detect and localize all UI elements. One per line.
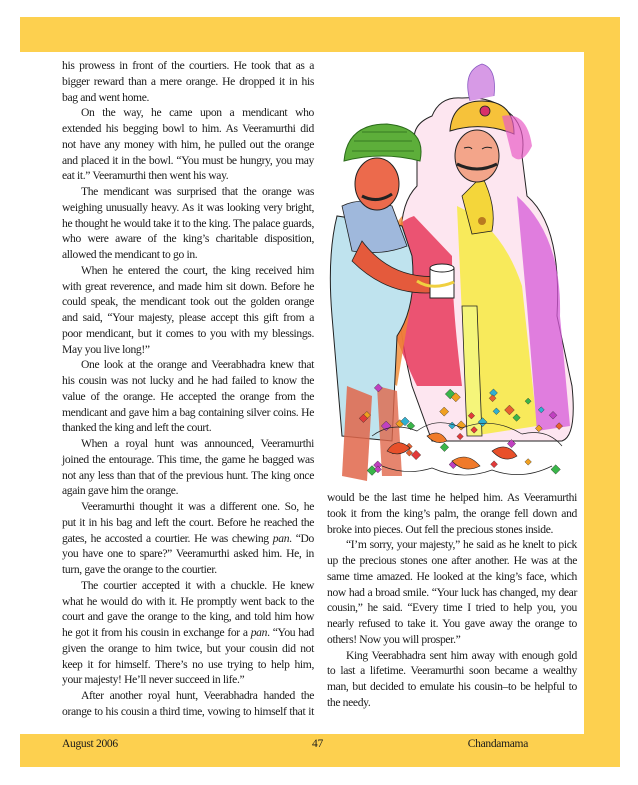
text-line: On the way, he came upon a mendicant who	[81, 106, 314, 120]
text-line: bag and went home.	[62, 90, 150, 104]
text-line: would be the last time he helped him. As Veeramurthi	[327, 491, 577, 504]
story-illustration	[322, 56, 580, 486]
text-line: broke into pieces. Out fell the precious stones inside.	[327, 522, 554, 536]
text-line: his cousin was not lucky and he had failed to know the	[62, 374, 314, 387]
side-band	[584, 52, 620, 734]
text-line: gates, he accosted a courtier. He was chewing pan. “Do	[62, 531, 314, 545]
gem	[525, 459, 532, 466]
text-line: the needy.	[327, 695, 371, 709]
text-line: who were aware of the king’s charitable disposition,	[62, 232, 314, 246]
text-line: Veeramurthi thought it was a different one. So, he	[81, 500, 314, 513]
article-column-right	[327, 490, 577, 711]
text-line: not have any money with him, he pulled out the orange	[62, 137, 314, 151]
publication-name: Chandamama	[467, 738, 528, 750]
text-line: his prowess in front of the courtiers. He took that as a	[62, 59, 314, 72]
gem	[491, 461, 498, 468]
text-line: to last a lifetime. Veeramurthi soon became a wealthy	[327, 664, 577, 678]
text-line: again gave him the orange.	[62, 484, 179, 498]
header-band	[20, 17, 620, 52]
article-column-left	[62, 58, 314, 720]
text-line: cousin,” he said. “Every time I tried to help you, you	[327, 601, 577, 615]
text-line: extended his begging bowl to him. As Veeramurthi did	[62, 122, 314, 135]
text-line: court and gave the orange to the king, and told him how	[62, 610, 314, 624]
text-line: put it in his bag and left the court. Before he reached the	[62, 515, 314, 529]
text-line: given the orange to him twice, but your cousin did not	[62, 641, 314, 655]
text-line: could speak, the mendicant took out the golden orange	[62, 295, 314, 309]
text-line: When he entered the court, the king received him	[81, 263, 314, 277]
text-line: he got it from his cousin in exchange for a pan. “You had	[62, 626, 314, 639]
text-line: mendicant and gave him a bag containing silver coins. He	[62, 405, 314, 419]
text-line: May you live long!”	[62, 342, 150, 356]
text-line: man, but decided to emulate his cousin–to be helpful to	[327, 680, 577, 693]
text-line: value of the orange. He accepted the orange from the	[62, 389, 314, 403]
text-line: now had a broad smile. “Your luck has changed, my dear	[327, 585, 577, 599]
gem	[411, 450, 420, 459]
text-line: When a royal hunt was announced, Veeramurthi	[81, 437, 314, 450]
text-line: your majesty! He’ll never succeed in life.”	[62, 673, 245, 687]
text-line: One look at the orange and Veerabhadra knew that	[81, 358, 314, 372]
text-line: and said, “Your majesty, please accept this gift from a	[62, 311, 314, 324]
text-line: up the precious stones one after another. He was at the	[327, 554, 577, 567]
text-line: turn, gave the orange to the courtier.	[62, 563, 217, 576]
text-line: same time amazed. He looked at the king’s face, which	[327, 569, 577, 583]
text-line: what he would do with it. He promptly went back to the	[62, 594, 314, 608]
text-line: not any less than that of the previous hunt. The king once	[62, 468, 314, 482]
text-line: orange to his cousin a third time, vowing to himself that it	[62, 704, 314, 718]
text-line: thanked the king and left the court.	[62, 421, 212, 435]
text-line: “I’m sorry, your majesty,” he said as he knelt to pick	[346, 538, 577, 552]
footer-date: August 2006	[62, 738, 118, 750]
text-line: eat it.” Veeramurthi then went his way.	[62, 169, 229, 183]
text-line: and placed it in the bowl. “You must be hungry, you may	[62, 153, 314, 167]
text-line: joined the entourage. This time, the game he bagged was	[62, 452, 314, 466]
text-line: After another royal hunt, Veerabhadra handed the	[81, 689, 314, 702]
gem	[551, 465, 560, 474]
text-line: you have one to spare?” Veeramurthi asked him. He, in	[62, 547, 314, 561]
text-line: nearly refused to take it. You gave away the orange to	[327, 617, 577, 630]
text-line: bigger reward than a mere orange. He dropped it in his	[62, 74, 314, 88]
text-line: poor mendicant, but it comes to you with my blessings.	[62, 326, 314, 340]
text-line: weighing unusually heavy. As it was looking very bright,	[62, 200, 314, 214]
text-line: with great reverence, and made him sit down. Before he	[62, 279, 314, 293]
text-line: The mendicant was surprised that the orange was	[81, 185, 314, 198]
text-line: others! Now you will prosper.”	[327, 632, 461, 646]
text-line: he thought he would take it to the king. The palace guards,	[62, 216, 314, 230]
text-line: The courtier accepted it with a chuckle. He knew	[81, 578, 314, 592]
text-line: took it from the king’s palm, the orange fell down and	[327, 506, 577, 520]
text-line: allowed the mendicant to go in.	[62, 248, 198, 261]
text-line: King Veerabhadra sent him away with enough gold	[346, 648, 577, 662]
page-number: 47	[312, 738, 323, 750]
text-line: keep it for himself. There’s no use trying to help him,	[62, 657, 314, 671]
gem	[440, 443, 449, 452]
